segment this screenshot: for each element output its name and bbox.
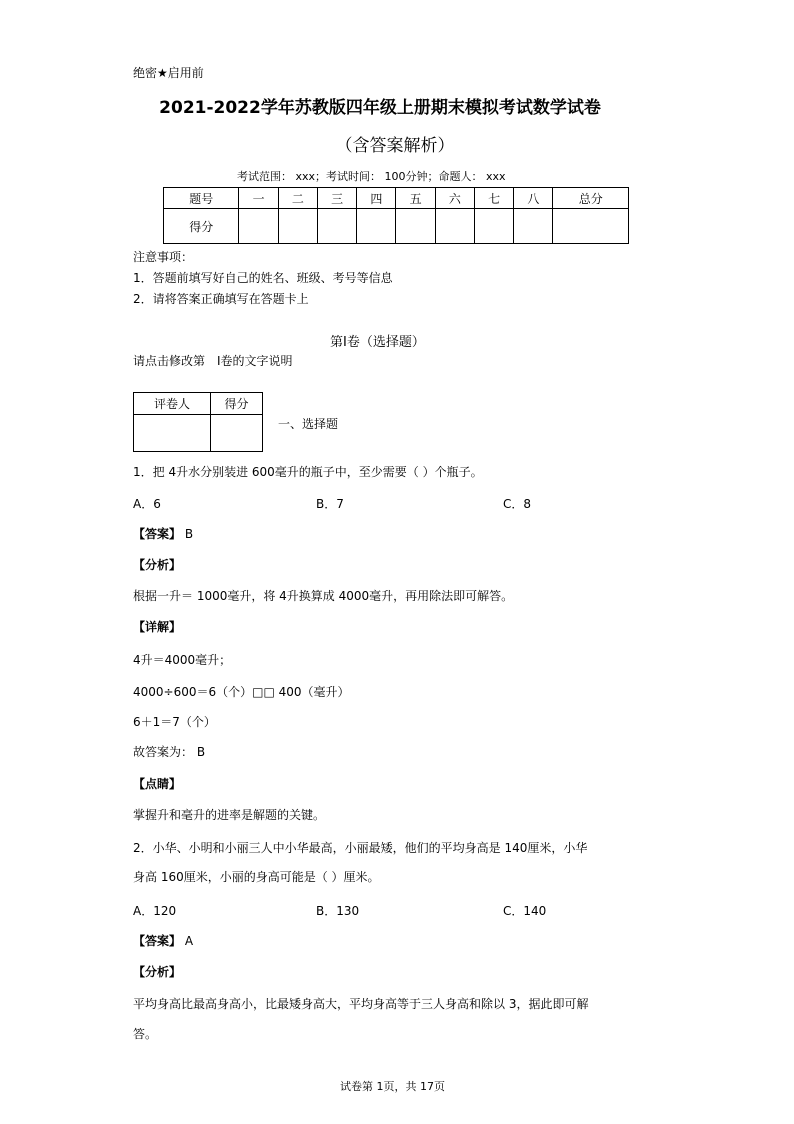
part-hint: 请点击修改第 Ⅰ卷的文字说明 (133, 354, 293, 368)
grader-header-cell: 得分 (210, 393, 262, 415)
option-c: C．140 (503, 904, 547, 918)
score-cell[interactable] (514, 209, 553, 244)
score-table (163, 187, 629, 244)
detail-label: 【详解】 (133, 620, 182, 634)
question-stem: 1．把 4升水分别装进 600毫升的瓶子中，至少需要（ ）个瓶子。 (133, 465, 483, 479)
answer-value: B (184, 527, 194, 541)
score-header-cell: 题号 (164, 188, 239, 209)
score-header-cell: 六 (435, 188, 474, 209)
detail-line: 6＋1＝7（个） (133, 715, 216, 729)
page-footer: 试卷第 1页，共 17页 (340, 1080, 445, 1093)
answer-line (133, 525, 193, 542)
answer-value: A (184, 934, 194, 948)
score-header-cell: 五 (396, 188, 435, 209)
score-cell[interactable] (239, 209, 278, 244)
answer-label: 【答案】 (133, 934, 182, 948)
score-cell[interactable] (278, 209, 317, 244)
score-cell[interactable] (474, 209, 513, 244)
point-text: 掌握升和毫升的进率是解题的关键。 (133, 808, 326, 822)
grader-table (133, 392, 263, 452)
option-a: A．120 (133, 904, 177, 918)
exam-subtitle: （含答案解析） (335, 136, 455, 156)
score-cell[interactable] (435, 209, 474, 244)
detail-line: 4升＝4000毫升； (133, 653, 232, 667)
section-title: 一、选择题 (278, 417, 339, 431)
notes-title: 注意事项： (133, 250, 194, 264)
score-row-label: 得分 (164, 209, 239, 244)
score-header-cell: 三 (317, 188, 356, 209)
option-c: C．8 (503, 497, 532, 511)
score-cell[interactable] (357, 209, 396, 244)
score-header-cell: 二 (278, 188, 317, 209)
score-header-cell: 四 (357, 188, 396, 209)
exam-title: 2021-2022学年苏教版四年级上册期末模拟考试数学试卷 (159, 98, 601, 118)
score-header-cell: 总分 (553, 188, 629, 209)
score-header-cell: 七 (474, 188, 513, 209)
grader-cell[interactable] (210, 415, 262, 452)
option-a: A．6 (133, 497, 161, 511)
option-b: B．130 (316, 904, 360, 918)
question-stem: 2．小华、小明和小丽三人中小华最高，小丽最矮，他们的平均身高是 140厘米，小华 (133, 841, 588, 855)
detail-line: 故答案为： B (133, 745, 206, 759)
option-b: B．7 (316, 497, 344, 511)
analysis-text: 答。 (133, 1027, 158, 1041)
score-cell[interactable] (317, 209, 356, 244)
score-header-cell: 一 (239, 188, 278, 209)
answer-label: 【答案】 (133, 527, 182, 541)
score-header-cell: 八 (514, 188, 553, 209)
analysis-label: 【分析】 (133, 965, 182, 979)
note-item: 1．答题前填写好自己的姓名、班级、考号等信息 (133, 271, 393, 285)
part-title: 第Ⅰ卷（选择题） (330, 335, 425, 350)
score-cell[interactable] (553, 209, 629, 244)
exam-info: 考试范围： xxx；考试时间： 100分钟；命题人： xxx (237, 170, 506, 183)
grader-cell[interactable] (134, 415, 211, 452)
detail-line: 4000÷600＝6（个）□□ 400（毫升） (133, 685, 350, 699)
question-stem: 身高 160厘米，小丽的身高可能是（ ）厘米。 (133, 870, 380, 884)
score-cell[interactable] (396, 209, 435, 244)
analysis-text: 根据一升＝ 1000毫升，将 4升换算成 4000毫升，再用除法即可解答。 (133, 589, 514, 603)
analysis-label: 【分析】 (133, 558, 182, 572)
note-item: 2．请将答案正确填写在答题卡上 (133, 292, 309, 306)
analysis-text: 平均身高比最高身高小，比最矮身高大，平均身高等于三人身高和除以 3，据此即可解 (133, 997, 589, 1011)
answer-line (133, 932, 193, 949)
confidential-label: 绝密★启用前 (133, 66, 204, 80)
point-label: 【点睛】 (133, 777, 182, 791)
grader-header-cell: 评卷人 (134, 393, 211, 415)
